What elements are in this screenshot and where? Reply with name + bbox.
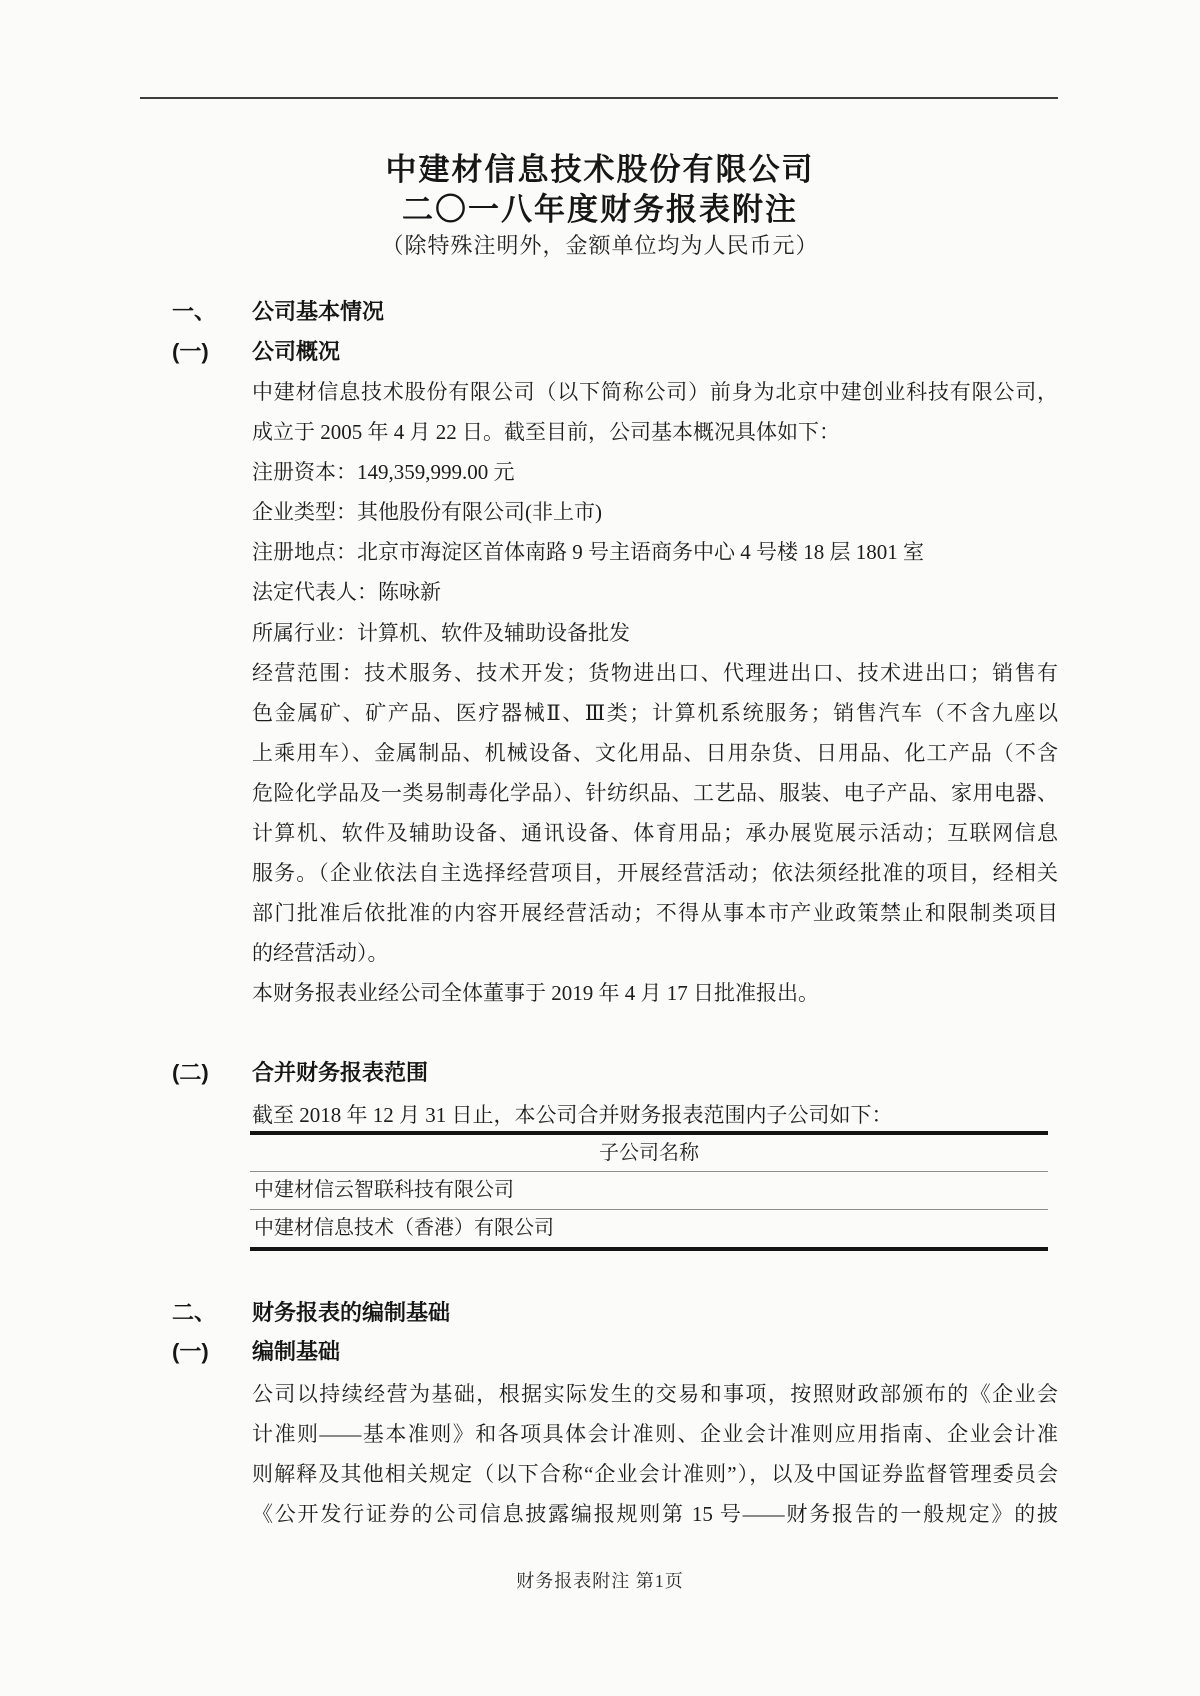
company-title: 中建材信息技术股份有限公司 [385, 152, 815, 187]
table-row: 中建材信息技术（香港）有限公司 [254, 1217, 554, 1239]
currency-note: （除特殊注明外，金额单位均为人民币元） [381, 233, 819, 258]
body-line: 注册资本：149,359,999.00 元 [252, 460, 515, 485]
body-line: 所属行业：计算机、软件及辅助设备批发 [252, 620, 630, 645]
section-2-1-heading [172, 1338, 1058, 1366]
section-1-2-heading [172, 1059, 1058, 1087]
subsidiaries-table [250, 1131, 1048, 1251]
section-1-heading [172, 298, 1058, 326]
subsection-title: 编制基础 [252, 1339, 341, 1364]
report-title: 二〇一八年度财务报表附注 [402, 192, 798, 227]
subsection-number: (二) [172, 1060, 209, 1085]
section-title: 公司基本情况 [252, 299, 385, 324]
preparation-basis-text [252, 1374, 1058, 1534]
title-block [0, 150, 1200, 262]
body-line: 法定代表人：陈咏新 [252, 580, 441, 605]
section-1-1-heading [172, 338, 1058, 366]
body-line: 服务。（企业依法自主选择经营项目，开展经营活动；依法须经批准的项目，经相关 [252, 861, 1058, 886]
section-number: 一、 [172, 299, 217, 324]
body-line: 经营范围：技术服务、技术开发；货物进出口、代理进出口、技术进出口；销售有 [252, 660, 1058, 685]
header-rule [140, 97, 1058, 99]
body-line: 本财务报表业经公司全体董事于 2019 年 4 月 17 日批准报出。 [252, 981, 819, 1006]
company-profile-text [252, 372, 1058, 1014]
body-line: 中建材信息技术股份有限公司（以下简称公司）前身为北京中建创业科技有限公司， [252, 380, 1058, 404]
subsection-number: (一) [172, 339, 209, 364]
section-2-heading [172, 1299, 1058, 1327]
section-title: 财务报表的编制基础 [252, 1300, 451, 1325]
subsection-number: (一) [172, 1339, 209, 1364]
body-line: 上乘用车）、金属制品、机械设备、文化用品、日用杂货、日用品、化工产品（不含 [252, 740, 1058, 765]
table-header-subsidiary-name: 子公司名称 [250, 1135, 1048, 1172]
table-row: 中建材信云智联科技有限公司 [250, 1172, 1048, 1210]
body-line: 《公开发行证券的公司信息披露编报规则第 15 号——财务报告的一般规定》的披 [252, 1502, 1058, 1527]
subsection-title: 合并财务报表范围 [252, 1060, 429, 1085]
body-line: 则解释及其他相关规定（以下合称“企业会计准则”），以及中国证券监督管理委员会 [252, 1462, 1058, 1487]
body-line: 公司以持续经营为基础，根据实际发生的交易和事项，按照财政部颁布的《企业会 [252, 1382, 1058, 1406]
body-line: 危险化学品及一类易制毒化学品）、针纺织品、工艺品、服装、电子产品、家用电器、 [252, 780, 1058, 805]
body-line: 计准则——基本准则》和各项具体会计准则、企业会计准则应用指南、企业会计准 [252, 1422, 1058, 1447]
body-line: 色金属矿、矿产品、医疗器械Ⅱ、Ⅲ类；计算机系统服务；销售汽车（不含九座以 [252, 700, 1058, 725]
body-line: 部门批准后依批准的内容开展经营活动；不得从事本市产业政策禁止和限制类项目 [252, 901, 1058, 926]
subsection-title: 公司概况 [252, 339, 341, 364]
body-line: 企业类型：其他股份有限公司(非上市) [252, 500, 602, 525]
body-line: 的经营活动）。 [252, 941, 389, 966]
section-number: 二、 [172, 1300, 217, 1325]
page-footer: 财务报表附注 第1页 [516, 1571, 684, 1591]
consolidation-scope-intro: 截至 2018 年 12 月 31 日止，本公司合并财务报表范围内子公司如下： [252, 1103, 893, 1127]
body-line: 计算机、软件及辅助设备、通讯设备、体育用品；承办展览展示活动；互联网信息 [252, 821, 1058, 846]
body-line: 注册地点：北京市海淀区首体南路 9 号主语商务中心 4 号楼 18 层 1801 室 [252, 540, 924, 565]
body-line: 成立于 2005 年 4 月 22 日。截至目前，公司基本概况具体如下： [252, 420, 840, 445]
